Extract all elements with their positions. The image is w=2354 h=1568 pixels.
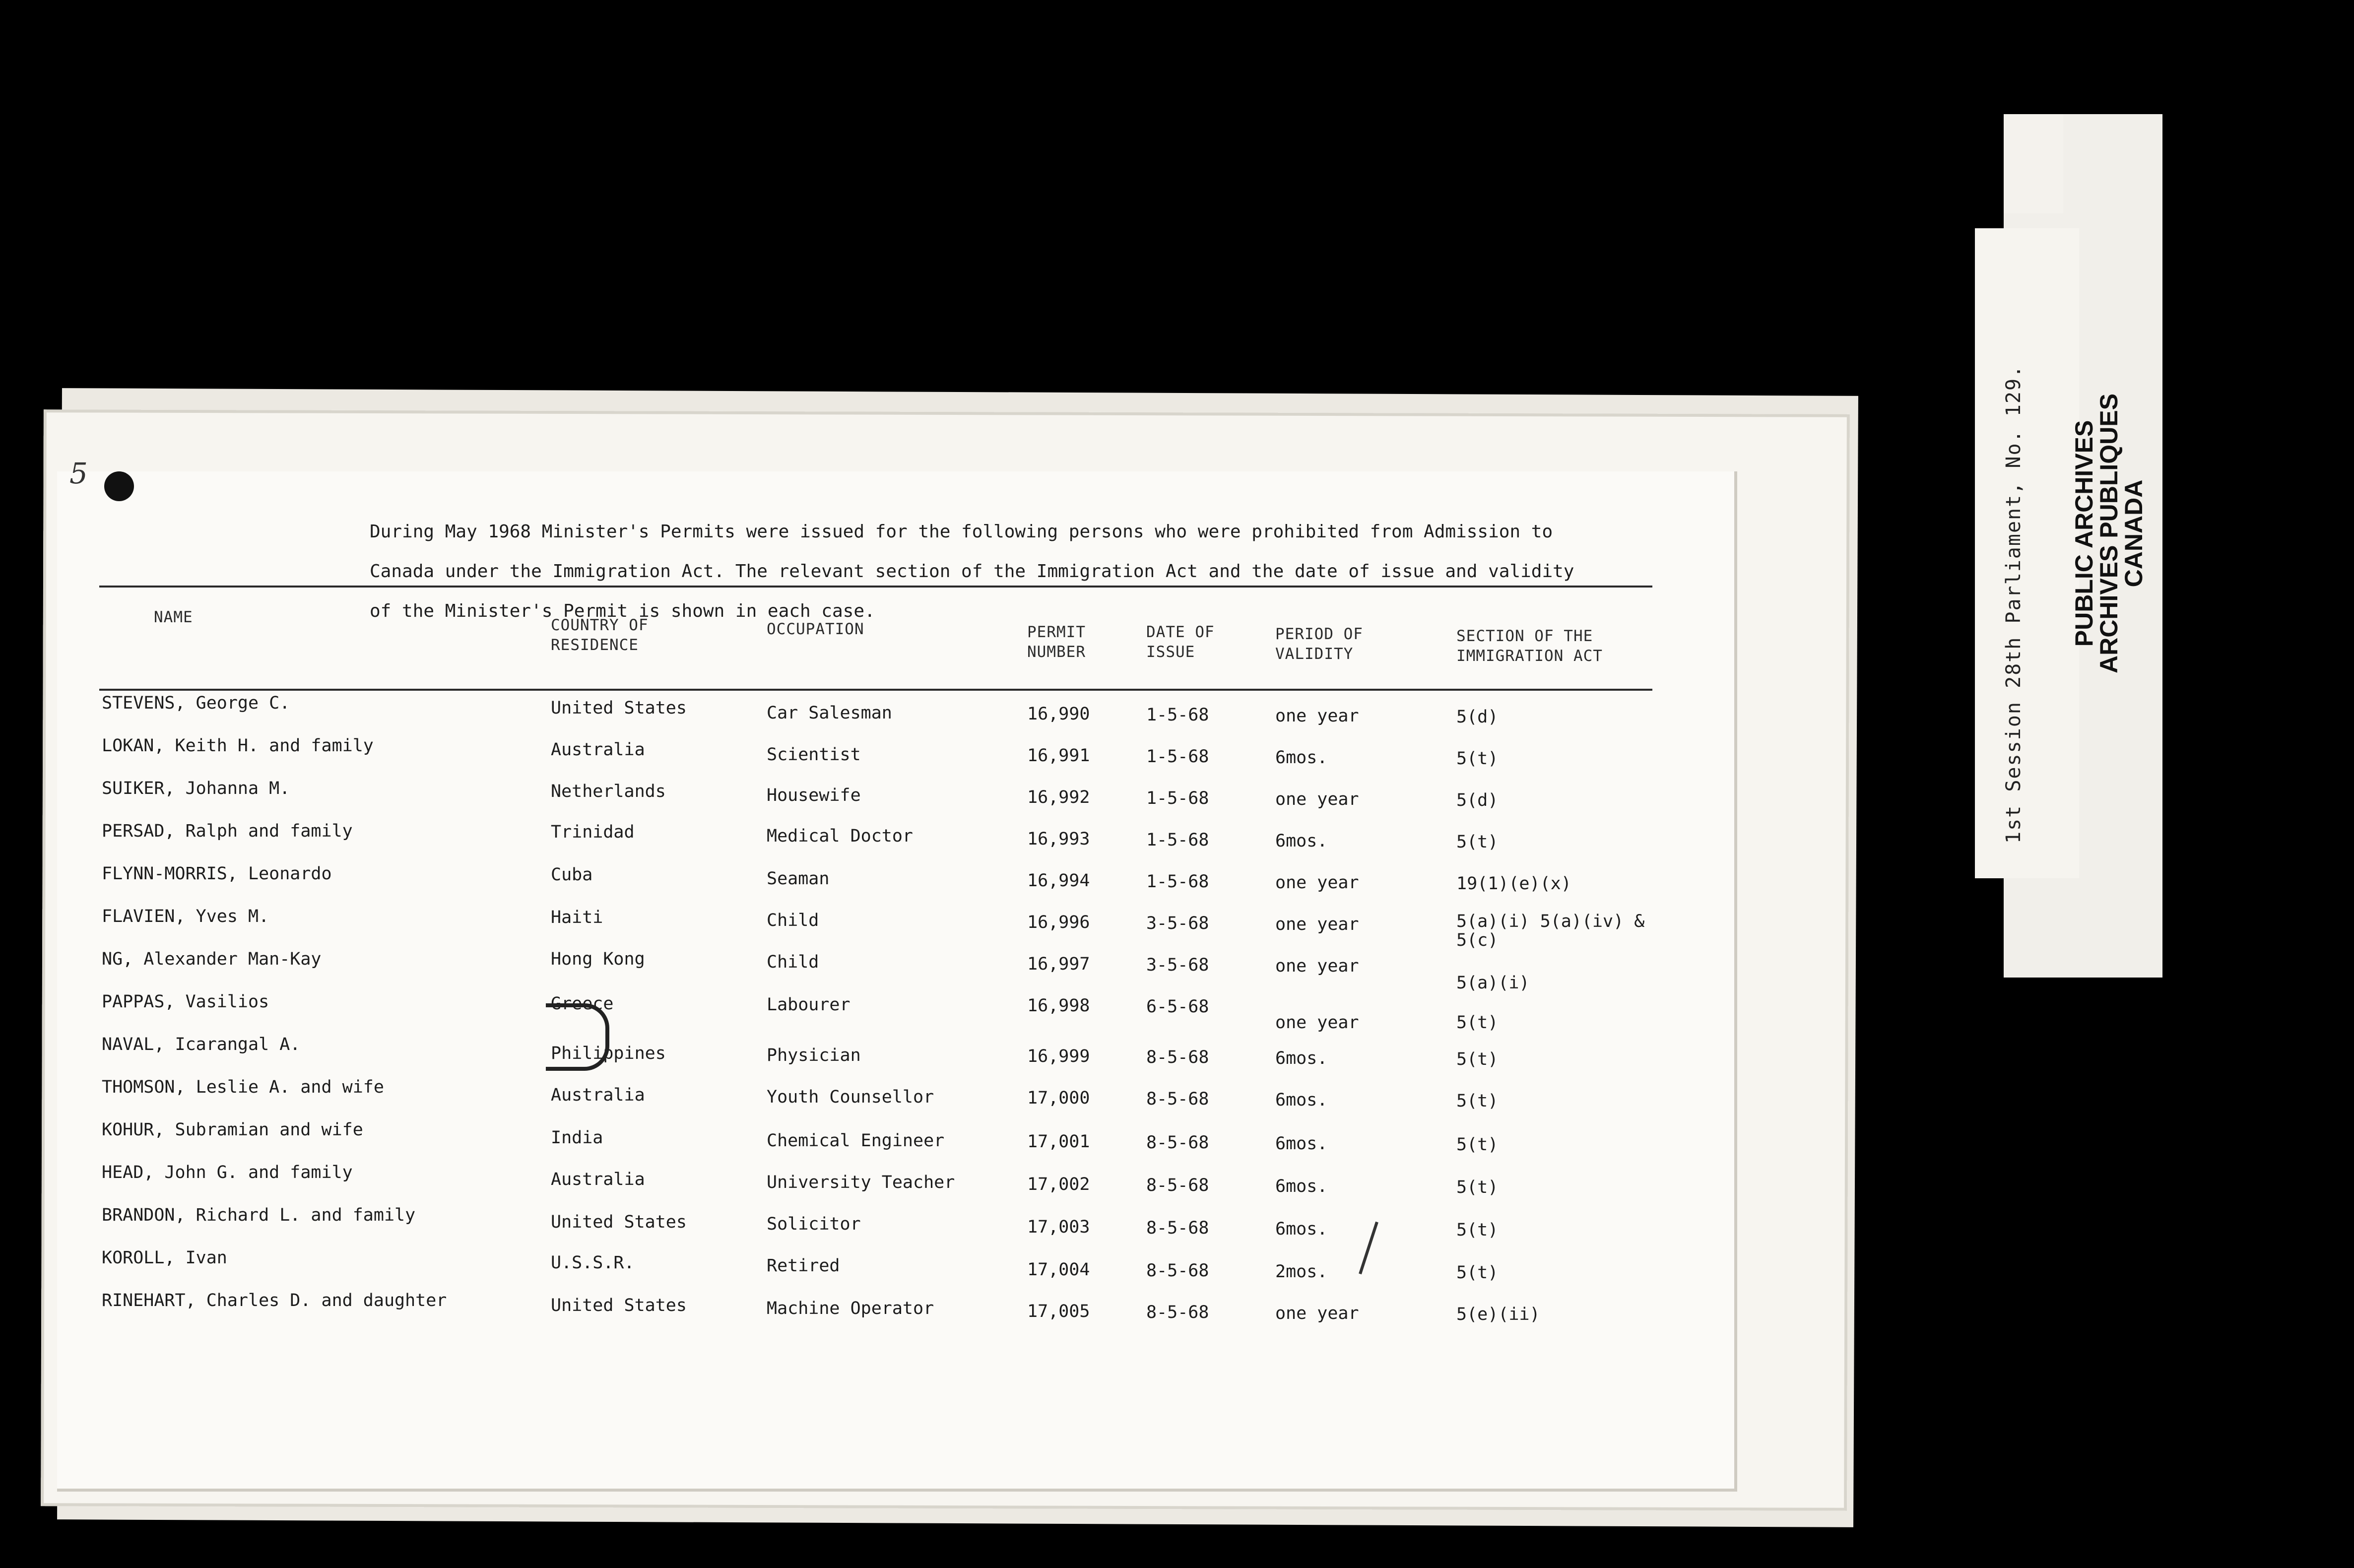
cell-section: 5(d) — [1456, 707, 1499, 727]
cell-permit: 16,998 — [1027, 996, 1090, 1016]
cell-permit: 17,005 — [1027, 1302, 1090, 1321]
cell-country: Australia — [551, 1170, 645, 1189]
cell-date: 3-5-68 — [1146, 914, 1209, 933]
table-row — [0, 1078, 1687, 1120]
table-row — [0, 1035, 1687, 1078]
cell-section: 5(t) — [1456, 1013, 1499, 1033]
cell-date: 1-5-68 — [1146, 872, 1209, 892]
cell-name: RINEHART, Charles D. and daughter — [102, 1291, 447, 1310]
cell-country: Australia — [551, 1085, 645, 1105]
table-row — [0, 1291, 1687, 1334]
cell-occupation: Machine Operator — [767, 1299, 934, 1318]
table-row — [0, 1248, 1687, 1291]
cell-name: HEAD, John G. and family — [102, 1163, 353, 1182]
cell-period: one year — [1275, 915, 1359, 934]
cell-period: 6mos. — [1275, 1048, 1328, 1068]
table-row — [0, 1163, 1687, 1206]
cell-name: PAPPAS, Vasilios — [102, 992, 269, 1012]
cell-section: 5(t) — [1456, 1263, 1499, 1283]
cell-country: United States — [551, 1296, 687, 1315]
archive-slip — [1975, 228, 2079, 878]
cell-section: 5(d) — [1456, 790, 1499, 810]
cell-section: 5(t) — [1456, 1091, 1499, 1111]
cell-country: Trinidad — [551, 822, 635, 842]
cell-date: 6-5-68 — [1146, 997, 1209, 1017]
cell-occupation: University Teacher — [767, 1173, 955, 1192]
table-row — [0, 779, 1687, 822]
header-top-rule — [99, 586, 1652, 588]
handwritten-bracket-mark — [546, 1003, 609, 1071]
cell-permit: 16,996 — [1027, 913, 1090, 932]
cell-date: 1-5-68 — [1146, 747, 1209, 767]
table-row — [0, 822, 1687, 864]
cell-date: 8-5-68 — [1146, 1133, 1209, 1153]
cell-section: 5(a)(i) 5(a)(iv) & 5(c) — [1456, 912, 1645, 950]
cell-section: 5(t) — [1456, 1135, 1499, 1155]
intro-line: of the Minister's Permit is shown in each case. — [370, 601, 875, 621]
cell-occupation: Scientist — [767, 745, 861, 765]
cell-occupation: Labourer — [767, 995, 850, 1015]
cell-date: 8-5-68 — [1146, 1261, 1209, 1281]
cell-section: 5(t) — [1456, 1049, 1499, 1069]
cell-name: KOROLL, Ivan — [102, 1248, 227, 1268]
table-row — [0, 1120, 1687, 1163]
archives-stamp — [2072, 372, 2146, 695]
cell-name: LOKAN, Keith H. and family — [102, 736, 374, 756]
cell-country: Netherlands — [551, 782, 666, 801]
cell-country: Australia — [551, 740, 645, 760]
intro-line: Canada under the Immigration Act. The relevant section of the Immigration Act and the date of issue and validity — [370, 561, 1574, 582]
cell-country: Cuba — [551, 865, 593, 885]
cell-permit: 17,000 — [1027, 1088, 1090, 1108]
cell-permit: 16,992 — [1027, 787, 1090, 807]
cell-date: 8-5-68 — [1146, 1089, 1209, 1109]
stamp-line: PUBLIC ARCHIVES — [2070, 420, 2098, 647]
column-header-date: DATE OF ISSUE — [1146, 623, 1215, 661]
cell-name: THOMSON, Leslie A. and wife — [102, 1077, 384, 1097]
cell-period: one year — [1275, 706, 1359, 726]
archive-slip-tab — [2004, 114, 2063, 213]
column-header-occupation: OCCUPATION — [767, 620, 864, 638]
cell-date: 8-5-68 — [1146, 1218, 1209, 1238]
cell-permit: 17,003 — [1027, 1217, 1090, 1237]
cell-name: STEVENS, George C. — [102, 693, 290, 713]
table-row — [0, 907, 1687, 950]
corner-handwritten-mark: 5 — [69, 457, 88, 490]
table-row — [0, 694, 1687, 736]
cell-name: FLAVIEN, Yves M. — [102, 907, 269, 926]
cell-occupation: Retired — [767, 1256, 840, 1276]
cell-country: Haiti — [551, 908, 603, 927]
cell-country: United States — [551, 1212, 687, 1232]
stamp-line: ARCHIVES PUBLIQUES — [2095, 393, 2123, 673]
cell-section: 5(t) — [1456, 1177, 1499, 1197]
cell-name: KOHUR, Subramian and wife — [102, 1120, 363, 1140]
cell-date: 8-5-68 — [1146, 1047, 1209, 1067]
punch-hole — [104, 471, 134, 501]
cell-name: BRANDON, Richard L. and family — [102, 1205, 416, 1225]
cell-occupation: Housewife — [767, 785, 861, 805]
cell-country: U.S.S.R. — [551, 1253, 635, 1273]
cell-date: 1-5-68 — [1146, 830, 1209, 850]
cell-name: SUIKER, Johanna M. — [102, 779, 290, 798]
cell-permit: 16,997 — [1027, 954, 1090, 974]
table-row — [0, 736, 1687, 779]
column-header-permit: PERMIT NUMBER — [1027, 623, 1086, 661]
cell-period: one year — [1275, 1013, 1359, 1033]
cell-period: one year — [1275, 956, 1359, 976]
cell-occupation: Car Salesman — [767, 703, 892, 723]
cell-permit: 16,993 — [1027, 829, 1090, 849]
cell-permit: 16,990 — [1027, 704, 1090, 724]
cell-section: 5(t) — [1456, 1220, 1499, 1240]
column-header-period: PERIOD OF VALIDITY — [1275, 625, 1363, 663]
cell-period: 6mos. — [1275, 1090, 1328, 1110]
cell-section: 5(t) — [1456, 832, 1499, 852]
cell-occupation: Child — [767, 911, 819, 930]
cell-name: NAVAL, Icarangal A. — [102, 1035, 301, 1054]
cell-country: Philippines — [551, 1044, 666, 1063]
cell-period: 6mos. — [1275, 1134, 1328, 1154]
cell-period: one year — [1275, 789, 1359, 809]
cell-occupation: Chemical Engineer — [767, 1131, 945, 1151]
header-bottom-rule — [99, 689, 1652, 691]
cell-section: 5(a)(i) — [1456, 973, 1530, 993]
cell-section: 5(e)(ii) — [1456, 1305, 1540, 1324]
cell-occupation: Child — [767, 952, 819, 972]
cell-section: 19(1)(e)(x) — [1456, 874, 1571, 894]
cell-permit: 16,991 — [1027, 746, 1090, 766]
table-row — [0, 864, 1687, 907]
cell-period: one year — [1275, 873, 1359, 893]
cell-name: NG, Alexander Man-Kay — [102, 949, 322, 969]
stamp-line: CANADA — [2120, 479, 2148, 588]
cell-date: 8-5-68 — [1146, 1303, 1209, 1322]
cell-name: PERSAD, Ralph and family — [102, 821, 353, 841]
cell-permit: 16,994 — [1027, 871, 1090, 891]
cell-occupation: Solicitor — [767, 1214, 861, 1234]
cell-permit: 16,999 — [1027, 1046, 1090, 1066]
cell-country: India — [551, 1128, 603, 1148]
cell-section: 5(t) — [1456, 749, 1499, 769]
cell-date: 3-5-68 — [1146, 955, 1209, 975]
cell-occupation: Medical Doctor — [767, 826, 914, 846]
cell-country: Hong Kong — [551, 949, 645, 969]
cell-permit: 17,002 — [1027, 1175, 1090, 1194]
cell-period: 2mos. — [1275, 1262, 1328, 1282]
cell-period: 6mos. — [1275, 1219, 1328, 1239]
table-row — [0, 992, 1687, 1035]
cell-period: 6mos. — [1275, 748, 1328, 768]
cell-period: 6mos. — [1275, 1176, 1328, 1196]
column-header-country: COUNTRY OF RESIDENCE — [551, 616, 649, 654]
table-row — [0, 950, 1687, 992]
cell-period: 6mos. — [1275, 831, 1328, 851]
cell-occupation: Physician — [767, 1045, 861, 1065]
cell-date: 1-5-68 — [1146, 788, 1209, 808]
cell-date: 1-5-68 — [1146, 705, 1209, 725]
cell-occupation: Seaman — [767, 869, 830, 889]
cell-permit: 17,001 — [1027, 1132, 1090, 1152]
cell-country: Greece — [551, 994, 614, 1014]
column-header-name: NAME — [154, 608, 193, 626]
session-label: 1st Session 28th Parliament, No. 129. — [2002, 364, 2025, 844]
column-header-section: SECTION OF THE IMMIGRATION ACT — [1456, 627, 1603, 665]
table-row — [0, 1206, 1687, 1248]
cell-occupation: Youth Counsellor — [767, 1087, 934, 1107]
cell-period: one year — [1275, 1304, 1359, 1323]
cell-permit: 17,004 — [1027, 1260, 1090, 1280]
intro-line: During May 1968 Minister's Permits were issued for the following persons who were prohibited from Admission to — [370, 522, 1553, 542]
cell-name: FLYNN-MORRIS, Leonardo — [102, 864, 332, 884]
cell-country: United States — [551, 698, 687, 718]
cell-date: 8-5-68 — [1146, 1176, 1209, 1195]
